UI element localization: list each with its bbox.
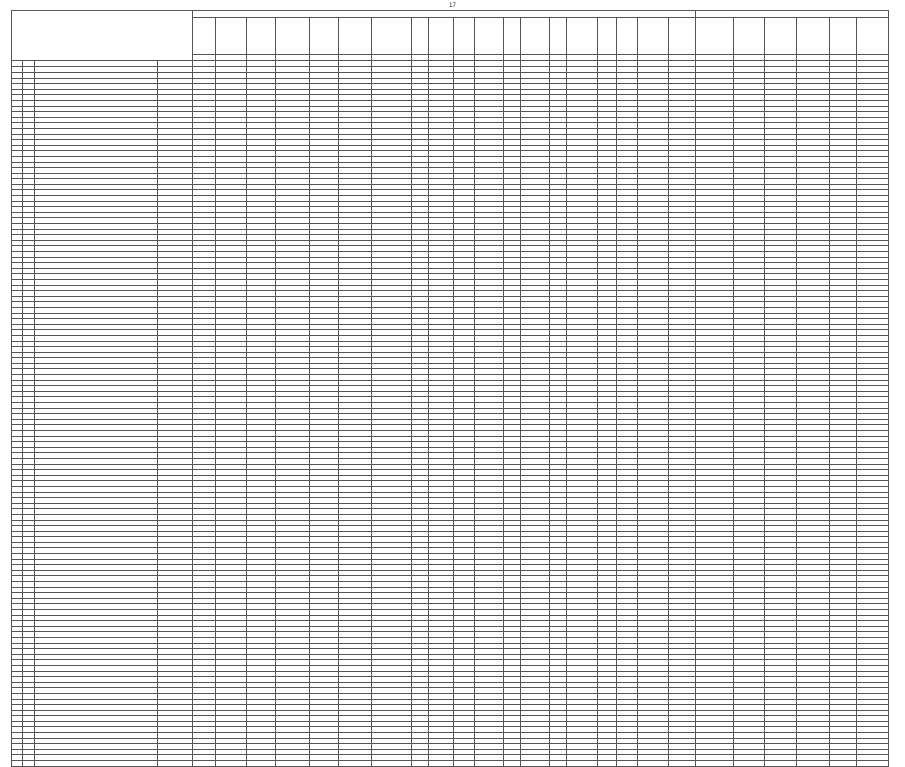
- table-cell: [696, 761, 734, 767]
- table-cell: [372, 761, 412, 767]
- table-cell: [637, 761, 668, 767]
- table-cell: [796, 761, 829, 767]
- table-cell: [309, 761, 338, 767]
- document-table: [11, 10, 889, 767]
- table-cell: [453, 761, 474, 767]
- column-header: [637, 18, 668, 55]
- table-cell: [339, 761, 372, 767]
- table-cell: [23, 761, 34, 767]
- table-cell: [276, 761, 309, 767]
- column-header: [550, 18, 567, 55]
- header-band-0: [12, 11, 193, 61]
- table-cell: [192, 761, 215, 767]
- table-cell: [428, 761, 453, 767]
- table-cell: [412, 761, 429, 767]
- column-header: [504, 18, 521, 55]
- column-header: [372, 18, 412, 55]
- table-cell: [765, 761, 796, 767]
- table-row: [12, 761, 889, 767]
- header-band-2: [696, 11, 889, 18]
- column-header: [276, 18, 309, 55]
- column-header: [428, 18, 453, 55]
- column-header: [616, 18, 637, 55]
- table-cell: [830, 761, 857, 767]
- header-band-row: [12, 11, 889, 18]
- table-cell: [520, 761, 549, 767]
- column-header: [566, 18, 597, 55]
- header-band-1: [192, 11, 696, 18]
- column-header: [696, 18, 734, 55]
- table-cell: [598, 761, 617, 767]
- column-header: [796, 18, 829, 55]
- column-header: [669, 18, 696, 55]
- column-header: [734, 18, 765, 55]
- table-cell: [669, 761, 696, 767]
- column-header: [309, 18, 338, 55]
- column-header: [339, 18, 372, 55]
- table-cell: [34, 761, 157, 767]
- table-cell: [504, 761, 521, 767]
- page-number: 17: [449, 3, 456, 9]
- column-header: [520, 18, 549, 55]
- table-body: [12, 73, 889, 767]
- table-cell: [550, 761, 567, 767]
- table-cell: [12, 761, 23, 767]
- table-header: [12, 11, 889, 73]
- column-header: [247, 18, 276, 55]
- column-header: [598, 18, 617, 55]
- table-cell: [857, 761, 889, 767]
- table-cell: [616, 761, 637, 767]
- table-cell: [474, 761, 503, 767]
- table-cell: [566, 761, 597, 767]
- table-cell: [734, 761, 765, 767]
- column-header: [474, 18, 503, 55]
- column-header: [453, 18, 474, 55]
- column-header: [857, 18, 889, 55]
- table-cell: [215, 761, 246, 767]
- column-header: [215, 18, 246, 55]
- table-cell: [247, 761, 276, 767]
- table-cell: [158, 761, 192, 767]
- column-header: [830, 18, 857, 55]
- column-header: [765, 18, 796, 55]
- column-header: [192, 18, 215, 55]
- column-header: [412, 18, 429, 55]
